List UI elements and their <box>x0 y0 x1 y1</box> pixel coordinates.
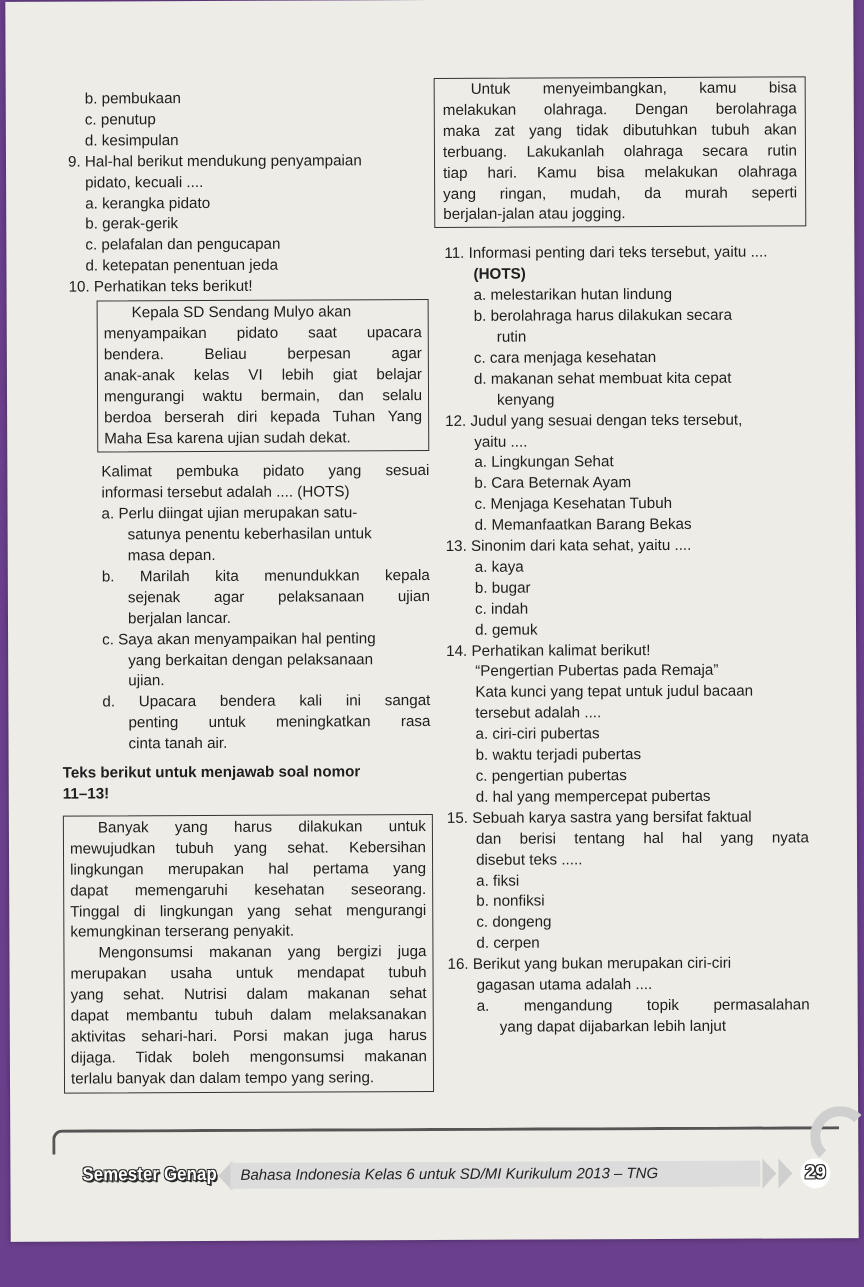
q10-box-line: menyampaikan pidato saat upacara <box>103 324 422 343</box>
q10-option-c-cont: ujian. <box>128 672 165 690</box>
q13-option-c: c. indah <box>474 600 529 618</box>
q10-option-c: c. Saya akan menyampaikan hal penting <box>102 629 376 649</box>
q12-option-c: c. Menjaga Kesehatan Tubuh <box>474 495 673 514</box>
q16-option-a-cont: yang dapat dijabarkan lebih lanjut <box>499 1017 727 1036</box>
q10-option-a-cont: masa depan. <box>127 546 216 565</box>
reading-line: maka zat yang tidak dibutuhkan tubuh akan <box>442 121 797 140</box>
question-14-stem-cont: Kata kunci yang tepat untuk judul bacaan <box>475 682 754 702</box>
question-9-stem-cont: pidato, kecuali .... <box>85 173 204 192</box>
q13-option-d: d. gemuk <box>475 621 538 639</box>
q12-option-a: a. Lingkungan Sehat <box>474 453 614 472</box>
question-14-stem-cont: tersebut adalah .... <box>475 704 602 723</box>
reading-line: yang ringan, mudah, da murah seperti <box>443 183 798 203</box>
reading-line: melakukan olahraga. Dengan berolahraga <box>442 100 797 119</box>
question-16-stem: 16. Berikut yang bukan merupakan ciri-ciri <box>447 954 732 974</box>
question-13-stem: 13. Sinonim dari kata sehat, yaitu .... <box>445 536 692 555</box>
q10-box-line: berdoa berserah diri kepada Tuhan Yang <box>104 407 423 427</box>
reading-line: aktivitas sehari-hari. Porsi makan juga harus <box>70 1026 427 1046</box>
book-page <box>5 0 858 1242</box>
q13-option-b: b. bugar <box>474 579 531 597</box>
q11-option-c: c. cara menjaga kesehatan <box>473 348 657 367</box>
q10-option-a-cont: satunya penentu keberhasilan untuk <box>127 525 372 544</box>
q10-option-a: a. Perlu diingat ujian merupakan satu- <box>101 504 358 523</box>
q9-option-c: c. pelafalan dan pengucapan <box>85 236 281 254</box>
q10-box-line: Kepala SD Sendang Mulyo akan <box>131 303 352 322</box>
question-15-stem: 15. Sebuah karya sastra yang bersifat faktual <box>446 808 752 827</box>
question-11-stem: 11. Informasi penting dari teks tersebut, yaitu .... <box>444 243 768 263</box>
chevron-right-icon <box>762 1159 776 1189</box>
reading-line: mewujudkan tubuh yang sehat. Kebersihan <box>69 838 427 858</box>
reading-line: terlalu banyak dan dalam tempo yang sering. <box>70 1069 375 1088</box>
page-number: 29 <box>800 1158 830 1188</box>
q10-option-c-cont: yang berkaitan dengan pelaksanaan <box>128 650 374 669</box>
q15-option-b: b. nonfiksi <box>476 892 545 911</box>
footer-rule <box>52 1126 839 1154</box>
q11-option-b-cont: rutin <box>496 328 527 346</box>
q10-option-d-cont: penting untuk meningkatkan rasa <box>128 713 431 732</box>
reading-line: kemungkinan terserang penyakit. <box>70 923 295 942</box>
option-d: d. kesimpulan <box>84 131 179 150</box>
question-16-stem-cont: gagasan utama adalah .... <box>476 976 653 994</box>
q11-option-d: d. makanan sehat membuat kita cepat <box>473 369 732 388</box>
q14-option-a: a. ciri-ciri pubertas <box>475 725 600 743</box>
question-15-stem-cont: disebut teks ..... <box>476 850 583 869</box>
q13-option-a: a. kaya <box>474 558 524 576</box>
reading-line: yang sehat. Nutrisi dalam makanan sehat <box>70 985 427 1004</box>
reading-text-box-cont <box>434 76 807 228</box>
reading-line: dapat membantu tubuh dalam melaksanakan <box>70 1006 427 1025</box>
reading-line: tiap hari. Kamu bisa melakukan olahraga <box>443 163 798 182</box>
option-b: b. pembukaan <box>84 90 182 108</box>
q10-box-line: anak-anak kelas VI lebih giat belajar <box>103 365 422 385</box>
option-c: c. penutup <box>84 111 156 129</box>
q10-box-line: bendera. Beliau berpesan agar <box>103 344 422 364</box>
q12-option-b: b. Cara Beternak Ayam <box>474 474 632 493</box>
page-footer <box>62 1156 842 1195</box>
book-title: Bahasa Indonesia Kelas 6 untuk SD/MI Kurikulum 2013 – TNG <box>240 1165 659 1184</box>
reading-line: Untuk menyeimbangkan, kamu bisa <box>470 79 797 98</box>
reading-heading: Teks berikut untuk menjawab soal nomor <box>62 763 361 782</box>
reading-line: dapat memengaruhi kesehatan seseorang. <box>70 880 427 900</box>
reading-line: Tinggal di lingkungan yang sehat mengurangi <box>70 901 427 921</box>
q15-option-c: c. dongeng <box>476 913 552 932</box>
question-10-stem: 10. Perhatikan teks berikut! <box>68 277 253 296</box>
question-14-stem: 14. Perhatikan kalimat berikut! <box>446 641 651 660</box>
reading-line: Banyak yang harus dilakukan untuk <box>97 817 426 837</box>
right-column <box>442 79 810 1038</box>
question-12-stem-cont: yaitu .... <box>474 433 528 451</box>
reading-heading-cont: 11–13! <box>62 785 110 803</box>
semester-label: Semester Genap <box>82 1163 217 1186</box>
q14-option-b: b. waktu terjadi pubertas <box>475 746 642 764</box>
left-column <box>62 88 432 1095</box>
q14-option-c: c. pengertian pubertas <box>475 767 627 785</box>
q10-option-b-cont: berjalan lancar. <box>127 609 232 628</box>
chevron-right-icon <box>778 1158 792 1188</box>
footer-title-band <box>230 1161 760 1189</box>
q10-option-b: b. Marilah kita menundukkan kepala <box>101 566 430 586</box>
q10-option-d: d. Upacara bendera kali ini sangat <box>102 692 431 711</box>
reading-text-box <box>63 814 434 1093</box>
q15-option-a: a. fiksi <box>476 872 520 890</box>
q10-question-cont: informasi tersebut adalah .... (HOTS) <box>101 483 350 502</box>
q9-option-b: b. gerak-gerik <box>85 215 179 233</box>
question-11-stem-cont: (HOTS) <box>473 265 526 284</box>
q14-option-d: d. hal yang mempercepat pubertas <box>475 787 711 806</box>
q10-option-b-cont: sejenak agar pelaksanaan ujian <box>127 587 430 607</box>
q10-box-line: mengurangi waktu bermain, dan selalu <box>103 386 423 406</box>
q10-box-line: Maha Esa karena ujian sudah dekat. <box>104 428 351 447</box>
q11-option-d-cont: kenyang <box>497 391 555 409</box>
q11-option-b: b. berolahraga harus dilakukan secara <box>473 306 733 325</box>
reading-line: merupakan usaha untuk mendapat tubuh <box>70 964 427 983</box>
q16-option-a: a. mengandung topik permasalahan <box>476 996 810 1015</box>
reading-line: lingkungan merupakan hal pertama yang <box>70 859 427 879</box>
question-15-stem-cont: dan berisi tentang hal hal yang nyata <box>475 829 809 848</box>
q10-question: Kalimat pembuka pidato yang sesuai <box>101 462 430 481</box>
q15-option-d: d. cerpen <box>476 934 540 953</box>
reading-line: dijaga. Tidak boleh mengonsumsi makanan <box>70 1047 427 1067</box>
question-12-stem: 12. Judul yang sesuai dengan teks tersebut, <box>445 411 743 430</box>
reading-line: berjalan-jalan atau jogging. <box>443 205 626 224</box>
reading-line: terbuang. Lakukanlah olahraga secara rutin <box>442 142 797 161</box>
question-9-stem: 9. Hal-hal berikut mendukung penyampaian <box>67 152 362 171</box>
q9-option-a: a. kerangka pidato <box>85 194 211 213</box>
q9-option-d: d. ketepatan penentuan jeda <box>85 256 279 275</box>
q10-text-box <box>97 299 430 453</box>
q11-option-a: a. melestarikan hutan lindung <box>473 286 673 304</box>
q12-option-d: d. Memanfaatkan Barang Bekas <box>474 515 692 534</box>
reading-line: Mengonsumsi makanan yang bergizi juga <box>98 943 427 962</box>
q10-option-d-cont: cinta tanah air. <box>128 735 228 753</box>
question-14-quote: “Pengertian Pubertas pada Remaja” <box>475 662 719 681</box>
